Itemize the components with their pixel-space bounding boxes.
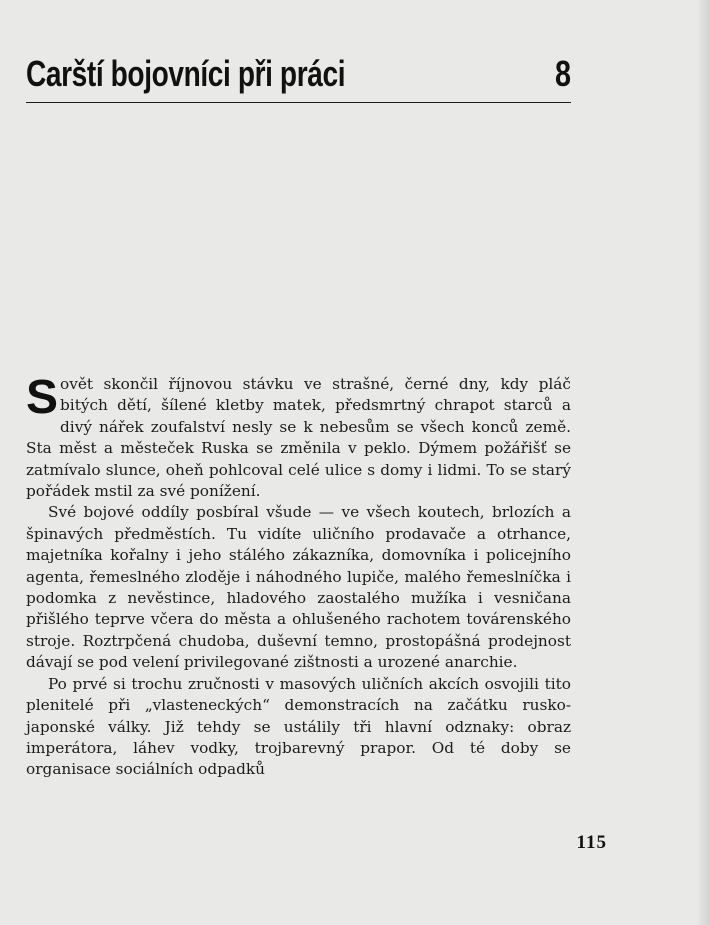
paragraph-3: Po prvé si trochu zručnosti v masových uličních akcích osvojili tito plenitelé při „vlasteneckých“ demonstracích na začátku rusko-japonské války. Již tehdy se ustálily tři hlavní odznaky: obraz imperátora, láhev vodky, trojbarevný prapor. Od té doby se organisace sociálních odpadků — [26, 674, 571, 779]
body-text — [26, 371, 571, 781]
paragraph-2: Své bojové oddíly posbíral všude — ve všech koutech, brlozích a špinavých předměstích. Tu vidíte uličního prodavače a otrhance, majetníka kořalny i jeho stálého zákazníka, domovníka i policejního agenta, řemeslného zloděje i náhodného lupiče, malého řemeslníčka i podomka z nevěstince, hladového zaostalého mužíka i vesničana přišlého teprve včera do města a ohlušeného rachotem továrenského stroje. Roztrpčená chudoba, duševní temno, prostopášná prodejnost dávají se pod velení privilegované zištnosti a urozené anarchie. — [26, 503, 571, 672]
drop-cap: S — [26, 371, 59, 424]
chapter-title: Carští bojovníci při práci — [26, 53, 346, 94]
paragraph-1 — [26, 371, 571, 502]
page-number: 115 — [576, 832, 607, 853]
page-edge-shadow — [697, 0, 709, 925]
paragraph-1-text: ovět skončil říjnovou stávku ve strašné, černé dny, kdy pláč bitých dětí, šílené kletby matek, předsmrtný chrapot starců a divý nářek zoufalství nesly se k nebesům se všech konců země. Sta měst a městeček Ruska se změnila v peklo. Dýmem požářišť se zatmívalo slunce, oheň pohlcoval celé ulice s domy i lidmi. To se starý pořádek mstil za své ponížení. — [26, 375, 571, 501]
chapter-number: 8 — [554, 53, 571, 94]
chapter-header — [26, 52, 571, 103]
